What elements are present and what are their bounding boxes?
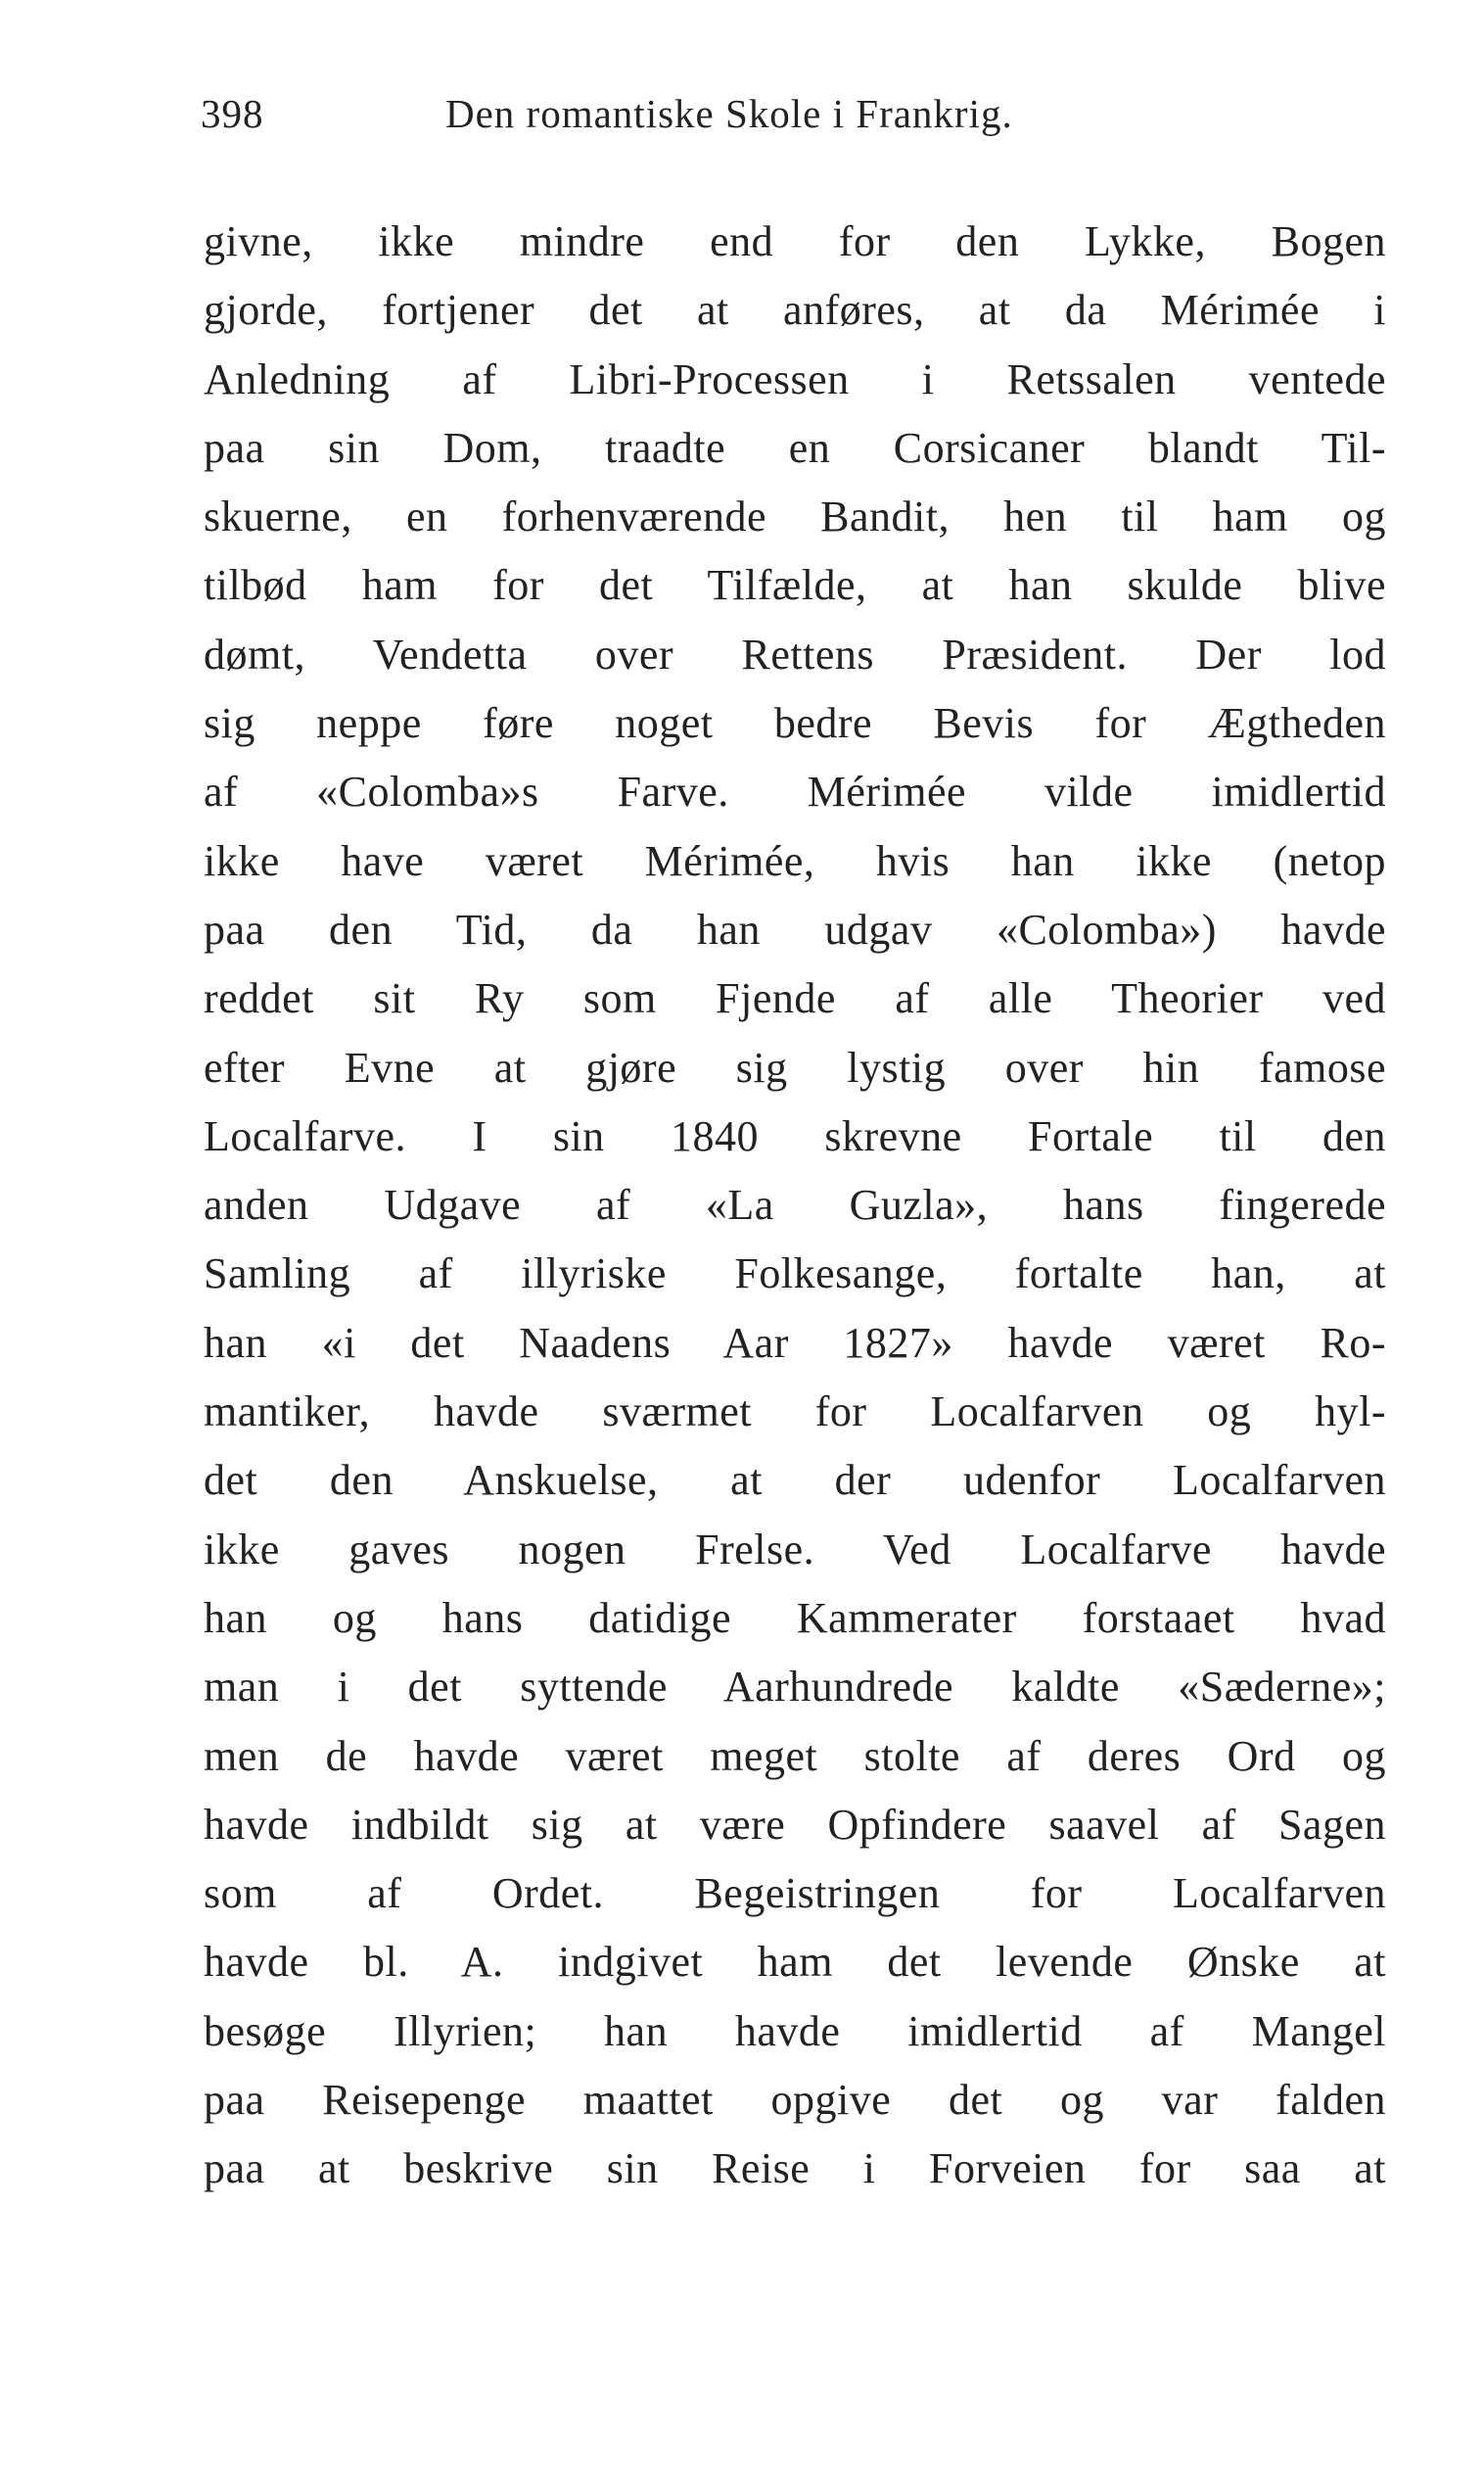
text-line: man i det syttende Aarhundrede kaldte «Sæderne»; — [204, 1663, 1386, 1712]
text-line: han «i det Naadens Aar 1827» havde været Ro- — [204, 1318, 1386, 1367]
text-line: reddet sit Ry som Fjende af alle Theorier ved — [204, 974, 1386, 1023]
text-line: anden Udgave af «La Guzla», hans fingerede — [204, 1181, 1386, 1230]
text-line: som af Ordet. Begeistringen for Localfarven — [204, 1869, 1386, 1918]
text-line: det den Anskuelse, at der udenfor Localfarven — [204, 1456, 1386, 1505]
text-line: givne, ikke mindre end for den Lykke, Bogen — [204, 217, 1386, 265]
text-line: af «Colomba»s Farve. Mérimée vilde imidlertid — [204, 768, 1386, 817]
text-line: Anledning af Libri-Processen i Retssalen ventede — [204, 354, 1386, 403]
text-line: tilbød ham for det Tilfælde, at han skulde blive — [204, 561, 1386, 610]
text-line: Samling af illyriske Folkesange, fortalte han, at — [204, 1249, 1386, 1298]
text-line: sig neppe føre noget bedre Bevis for Ægtheden — [204, 699, 1386, 748]
text-line: gjorde, fortjener det at anføres, at da Mérimée i — [204, 286, 1386, 335]
text-line: havde bl. A. indgivet ham det levende Ønske at — [204, 1938, 1386, 1987]
text-line: han og hans datidige Kammerater forstaaet hvad — [204, 1593, 1386, 1642]
text-line: ikke gaves nogen Frelse. Ved Localfarve havde — [204, 1525, 1386, 1573]
text-line: dømt, Vendetta over Rettens Præsident. Der lod — [204, 630, 1386, 679]
running-title: Den romantiske Skole i Frankrig. — [445, 91, 1013, 136]
page-number: 398 — [201, 91, 264, 136]
body-text — [204, 208, 1386, 2204]
text-line: havde indbildt sig at være Opfindere saavel af Sagen — [204, 1800, 1386, 1849]
text-line: paa sin Dom, traadte en Corsicaner blandt Til- — [204, 423, 1386, 472]
text-line: skuerne, en forhenværende Bandit, hen til ham og — [204, 493, 1386, 541]
text-line: men de havde været meget stolte af deres Ord og — [204, 1731, 1386, 1780]
text-line: ikke have været Mérimée, hvis han ikke (netop — [204, 836, 1386, 885]
text-line: mantiker, havde sværmet for Localfarven og hyl- — [204, 1387, 1386, 1436]
text-line: besøge Illyrien; han havde imidlertid af Mangel — [204, 2006, 1386, 2055]
text-line: efter Evne at gjøre sig lystig over hin famose — [204, 1043, 1386, 1092]
text-line: paa den Tid, da han udgav «Colomba») havde — [204, 905, 1386, 954]
text-line: paa at beskrive sin Reise i Forveien for saa at — [204, 2144, 1386, 2193]
text-line: paa Reisepenge maattet opgive det og var falden — [204, 2076, 1386, 2125]
text-line: Localfarve. I sin 1840 skrevne Fortale til den — [204, 1111, 1386, 1160]
running-head — [201, 90, 1287, 149]
